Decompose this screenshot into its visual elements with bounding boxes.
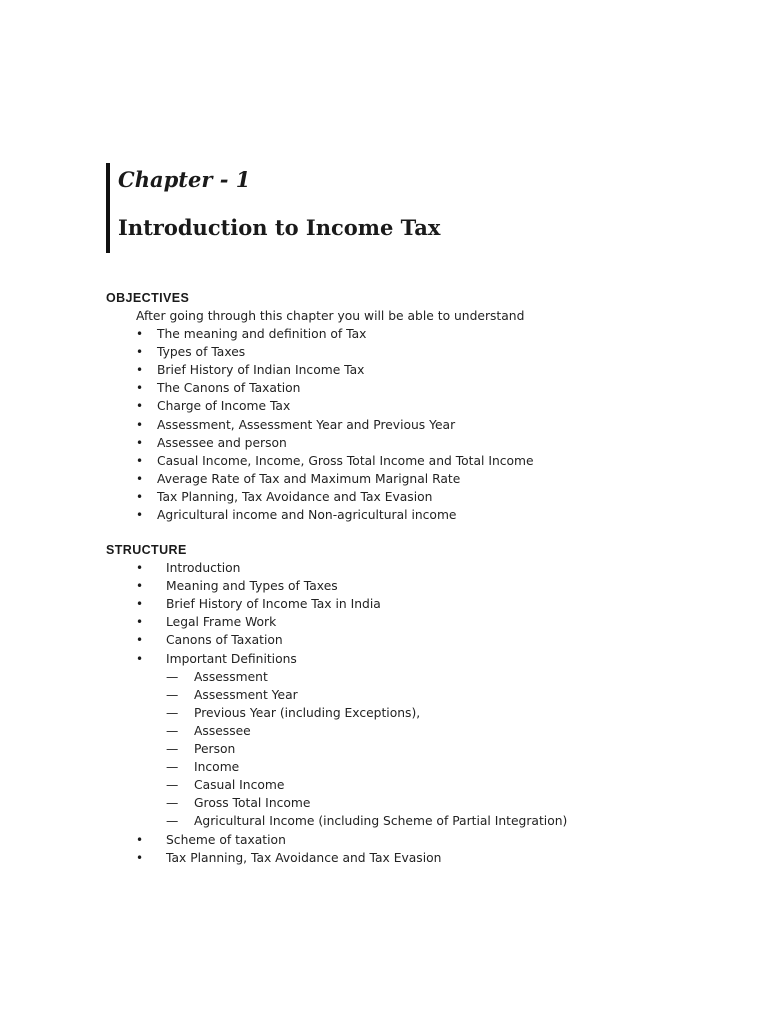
structure-item: Meaning and Types of Taxes bbox=[166, 579, 338, 594]
objective-bullet: • bbox=[136, 417, 144, 432]
definition-dash: — bbox=[166, 687, 179, 702]
objective-bullet: • bbox=[136, 381, 144, 396]
objective-item: Assessee and person bbox=[157, 435, 287, 450]
chapter-title: Introduction to Income Tax bbox=[118, 215, 441, 240]
structure-item: Legal Frame Work bbox=[166, 615, 277, 630]
definition-dash: — bbox=[166, 796, 179, 811]
structure-bullet: • bbox=[136, 561, 144, 575]
structure-item: Scheme of taxation bbox=[166, 832, 286, 847]
objective-item: Assessment, Assessment Year and Previous Year bbox=[157, 417, 456, 432]
chapter-title-block bbox=[106, 163, 510, 253]
structure-bullet: • bbox=[136, 850, 144, 865]
definition-item: Income bbox=[194, 760, 240, 775]
objective-bullet: • bbox=[136, 489, 144, 504]
objective-item: Charge of Income Tax bbox=[157, 399, 291, 414]
objective-item: Tax Planning, Tax Avoidance and Tax Evasion bbox=[157, 489, 433, 504]
definition-item: Assessment bbox=[194, 669, 268, 684]
objective-bullet: • bbox=[136, 327, 144, 341]
objective-item: Average Rate of Tax and Maximum Marignal Rate bbox=[157, 471, 461, 486]
structure-bullet: • bbox=[136, 579, 144, 594]
objective-bullet: • bbox=[136, 363, 144, 378]
definition-dash: — bbox=[166, 760, 179, 775]
chapter-number: Chapter - 1 bbox=[118, 167, 251, 192]
objectives-heading: OBJECTIVES bbox=[106, 291, 190, 305]
definition-item: Gross Total Income bbox=[194, 796, 311, 811]
definition-item: Person bbox=[194, 742, 236, 756]
structure-bullet: • bbox=[136, 832, 144, 847]
objective-bullet: • bbox=[136, 345, 144, 360]
structure-bullet: • bbox=[136, 615, 144, 630]
structure-item: Introduction bbox=[166, 561, 241, 575]
objective-item: The Canons of Taxation bbox=[157, 381, 301, 396]
definition-item: Assessee bbox=[194, 723, 251, 738]
definition-dash: — bbox=[166, 778, 179, 793]
objective-bullet: • bbox=[136, 508, 144, 522]
structure-item: Canons of Taxation bbox=[166, 633, 283, 648]
definition-dash: — bbox=[166, 742, 179, 756]
objective-bullet: • bbox=[136, 471, 144, 486]
objectives-intro: After going through this chapter you will be able to understand bbox=[136, 309, 525, 323]
definition-item: Previous Year (including Exceptions), bbox=[194, 705, 421, 720]
definition-item: Assessment Year bbox=[194, 687, 298, 702]
definition-dash: — bbox=[166, 669, 179, 684]
objective-item: Brief History of Indian Income Tax bbox=[157, 363, 365, 378]
objective-item: The meaning and definition of Tax bbox=[157, 327, 367, 341]
definition-dash: — bbox=[166, 814, 179, 829]
definition-dash: — bbox=[166, 705, 179, 720]
objective-item: Types of Taxes bbox=[157, 345, 246, 360]
objective-item: Agricultural income and Non-agricultural income bbox=[157, 508, 457, 522]
structure-bullet: • bbox=[136, 597, 144, 612]
objective-item: Casual Income, Income, Gross Total Income and Total Income bbox=[157, 453, 534, 468]
structure-item: Important Definitions bbox=[166, 651, 297, 666]
definition-dash: — bbox=[166, 723, 179, 738]
structure-heading: STRUCTURE bbox=[106, 543, 187, 557]
definition-item: Casual Income bbox=[194, 778, 285, 793]
structure-item: Tax Planning, Tax Avoidance and Tax Evasion bbox=[166, 850, 442, 865]
objective-bullet: • bbox=[136, 399, 144, 414]
structure-bullet: • bbox=[136, 633, 144, 648]
objective-bullet: • bbox=[136, 435, 144, 450]
objective-bullet: • bbox=[136, 453, 144, 468]
structure-bullet: • bbox=[136, 651, 144, 666]
definition-item: Agricultural Income (including Scheme of Partial Integration) bbox=[194, 814, 568, 829]
structure-item: Brief History of Income Tax in India bbox=[166, 597, 381, 612]
